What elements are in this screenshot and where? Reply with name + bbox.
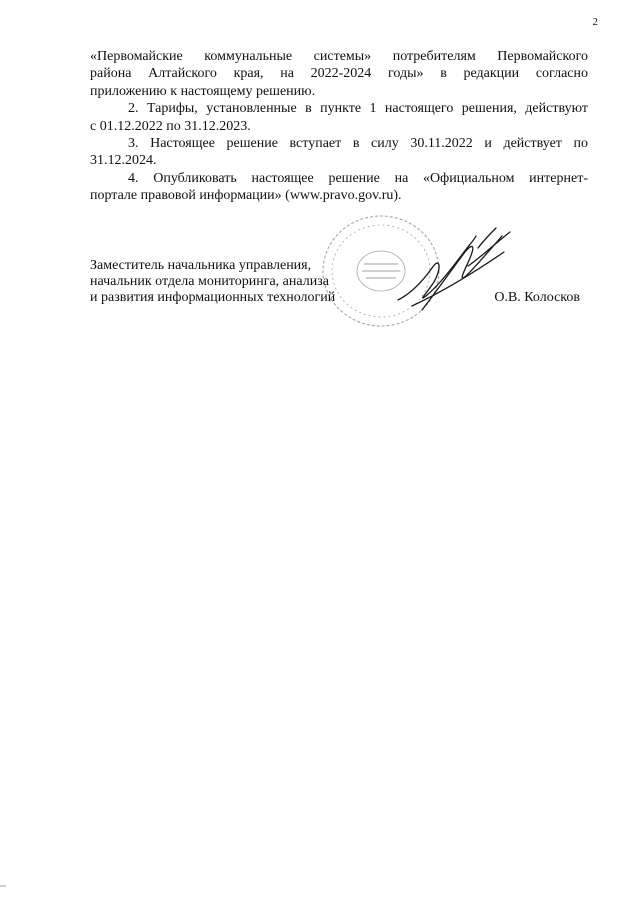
document-body bbox=[90, 48, 588, 205]
text-line: 2. Тарифы, установленные в пункте 1 настоящего решения, действуют bbox=[128, 101, 588, 117]
scan-artifact bbox=[0, 885, 6, 887]
paragraph-1 bbox=[90, 48, 588, 100]
position-line: Заместитель начальника управления, bbox=[90, 258, 312, 273]
page-number: 2 bbox=[592, 16, 598, 28]
text-line: 3. Настоящее решение вступает в силу 30.11.2022 и действует по bbox=[128, 136, 588, 152]
position-line: и развития информационных технологий bbox=[90, 290, 336, 305]
signatory-name: О.В. Колосков bbox=[494, 290, 580, 305]
text-line: 31.12.2024. bbox=[90, 153, 157, 169]
signatory-position bbox=[90, 258, 390, 306]
paragraph-3 bbox=[90, 135, 588, 170]
handwritten-signature-icon bbox=[392, 222, 522, 322]
text-line: района Алтайского края, на 2022-2024 годы» в редакции согласно bbox=[90, 66, 588, 82]
text-line: приложению к настоящему решению. bbox=[90, 83, 316, 99]
text-line: с 01.12.2022 по 31.12.2023. bbox=[90, 118, 251, 134]
text-line: портале правовой информации» (www.pravo.gov.ru). bbox=[90, 188, 402, 204]
text-line: «Первомайские коммунальные системы» потребителям Первомайского bbox=[90, 49, 588, 64]
paragraph-4 bbox=[90, 170, 588, 205]
text-line: 4. Опубликовать настоящее решение на «Официальном интернет- bbox=[128, 170, 588, 186]
paragraph-2 bbox=[90, 100, 588, 135]
position-line: начальник отдела мониторинга, анализа bbox=[90, 274, 329, 289]
